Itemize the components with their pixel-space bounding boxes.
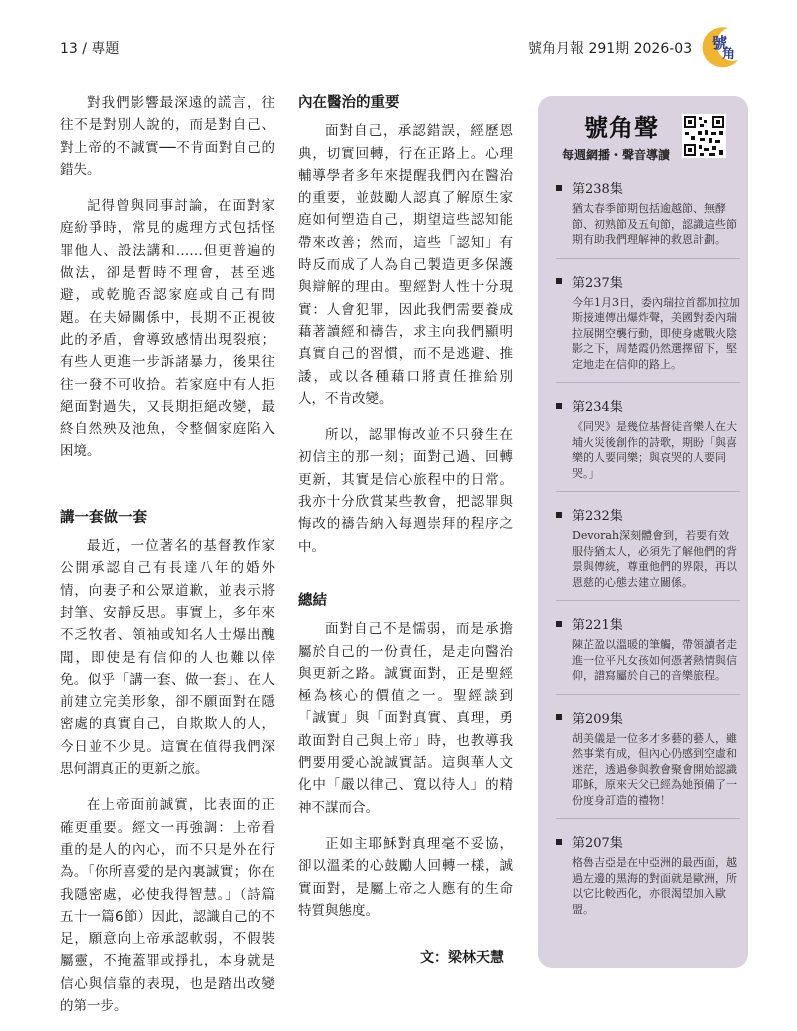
- episode-item[interactable]: [556, 272, 740, 384]
- section-heading: 總結: [298, 592, 327, 609]
- episode-title: 第237集: [572, 275, 623, 291]
- article-paragraph: 面對自己，承認錯誤，經歷恩典，切實回轉，行在正路上。心理輔導學者多年來提醒我們內在醫治的重要，並鼓勵人認真了解原生家庭如何塑造自己，期望這些認知能帶來改善；然而，這些「認知」有時反而成了人為自己製造更多保護與辯解的理由。聖經對人性十分現實：人會犯罪，因此我們需要養成藉著讀經和禱告，求主向我們顯明真實自己的習慣，而不是逃避、推諉，或以各種藉口將責任推給別人，不肯改變。: [298, 123, 513, 407]
- square-bullet-icon: [556, 714, 562, 720]
- square-bullet-icon: [556, 839, 562, 845]
- episode-title: 第234集: [572, 400, 623, 415]
- episode-title: 第232集: [572, 509, 623, 524]
- issue-label: 號角月報 291期 2026-03: [528, 41, 693, 57]
- episode-list: [556, 178, 740, 930]
- horn-moon-logo-icon: [698, 24, 742, 70]
- square-bullet-icon: [556, 403, 562, 409]
- episode-title: 第209集: [572, 711, 623, 727]
- svg-text:角: 角: [722, 47, 736, 62]
- article-column-right: [298, 92, 513, 936]
- page-section-label: 13 / 專題: [60, 41, 120, 57]
- square-bullet-icon: [556, 621, 562, 627]
- sidebar-subtitle: 每週網播・聲音導讀: [562, 148, 671, 162]
- qr-code-icon[interactable]: [682, 114, 726, 158]
- article-paragraph: 面對自己不是懦弱，而是承擔屬於自己的一份責任，是走向醫治與更新之路。誠實面對，正是聖經極為核心的價值之一。聖經談到「誠實」與「面對真實、真理，勇敢面對自己與上帝」時，也教導我們要用愛心說誠實話。這與華人文化中「嚴以律己、寬以待人」的精神不謀而合。: [298, 621, 513, 816]
- article-column-left: [60, 92, 275, 1031]
- episode-item[interactable]: [556, 832, 740, 917]
- podcast-sidebar: [538, 96, 748, 968]
- episode-item[interactable]: [556, 178, 740, 259]
- article-paragraph: 最近，一位著名的基督教作家公開承認自己有長達八年的婚外情，向妻子和公眾道歉，並表示將封筆、安靜反思。事實上，多年來不乏牧者、領袖或知名人士爆出醜聞，即使是有信仰的人也難以倖免。似乎「講一套、做一套」、在人前建立完美形象，卻不願面對在隱密處的真實自己，自欺欺人的人，今日並不少見。這實在值得我們深思何謂真正的更新之旅。: [60, 538, 275, 778]
- article-paragraph: 在上帝面前誠實，比表面的正確更重要。經文一再強調：上帝看重的是人的內心，而不只是外在行為。「你所喜愛的是內裏誠實；你在我隱密處，必使我得智慧。」（詩篇五十一篇6節）因此，認識自己的不足，願意向上帝承認軟弱，不假裝屬靈，不掩蓋罪或掙扎，本身就是信心與信靠的表現，也是踏出改變的第一步。: [60, 797, 275, 1014]
- episode-description: 胡美儀是一位多才多藝的藝人，雖然事業有成，但內心仍感到空虛和迷茫，透過參與教會聚會開始認識耶穌，原來天父已經為她預備了一份度身訂造的禮物！: [572, 731, 737, 807]
- square-bullet-icon: [556, 512, 562, 518]
- episode-divider: [556, 258, 740, 259]
- episode-divider: [556, 491, 740, 492]
- sidebar-title: 號角聲: [584, 113, 659, 142]
- episode-divider: [556, 600, 740, 601]
- episode-item[interactable]: [556, 505, 740, 601]
- author-credit: 文：梁林天慧: [420, 950, 504, 966]
- square-bullet-icon: [556, 185, 562, 191]
- episode-item[interactable]: [556, 614, 740, 695]
- episode-divider: [556, 818, 740, 819]
- article-paragraph: 對我們影響最深遠的謊言，往往不是對別人說的，而是對自己、對上帝的不誠實──不肯面對自己的錯失。: [60, 95, 275, 178]
- episode-divider: [556, 382, 740, 383]
- episode-description: 今年1月3日，委內瑞拉首都加拉加斯接連傳出爆炸聲，美國對委內瑞拉展開空襲行動，即使身處戰火陰影之下，周楚霞仍然選擇留下，堅定地走在信仰的路上。: [572, 295, 740, 371]
- episode-title: 第207集: [572, 836, 623, 851]
- square-bullet-icon: [556, 278, 562, 284]
- episode-item[interactable]: [556, 708, 740, 820]
- episode-description: 《同哭》是幾位基督徒音樂人在大埔火災後創作的詩歌，期盼「與喜樂的人要同樂；與哀哭的人要同哭。」: [572, 420, 737, 480]
- section-heading: 講一套做一套: [60, 509, 147, 526]
- article-paragraph: 正如主耶穌對真理毫不妥協，卻以溫柔的心鼓勵人回轉一樣，誠實面對，是屬上帝之人應有的生命特質與態度。: [298, 835, 513, 919]
- episode-description: 陳芷盈以溫暖的筆觸，帶領讀者走進一位平凡女孩如何憑著熱情與信仰，譜寫屬於自己的音樂旅程。: [572, 638, 737, 682]
- episode-item[interactable]: [556, 396, 740, 492]
- episode-description: Devorah深刻體會到，若要有效服侍猶太人，必須先了解他們的背景與傳統，尊重他們的界限，再以恩慈的心態去建立關係。: [572, 529, 737, 589]
- section-heading: 內在醫治的重要: [298, 95, 400, 111]
- episode-title: 第221集: [572, 618, 623, 633]
- episode-title: 第238集: [572, 182, 623, 197]
- episode-divider: [556, 694, 740, 695]
- article-paragraph: 所以，認罪悔改並不只發生在初信主的那一刻；面對己過、回轉更新，其實是信心旅程中的日常。我亦十分欣賞某些教會，把認罪與悔改的禱告納入每週崇拜的程序之中。: [298, 427, 513, 555]
- episode-description: 格魯吉亞是在中亞洲的最西面，越過左邊的黑海的對面就是歐洲，所以它比較西化，亦很渴望加入歐盟。: [572, 856, 737, 916]
- article-paragraph: 記得曾與同事討論，在面對家庭紛爭時，常見的處理方式包括怪罪他人、設法講和……但更普遍的做法，卻是暫時不理會，甚至逃避，或乾脆否認家庭或自己有問題。在夫婦關係中，長期不正視彼此的矛盾，會導致感情出現裂痕；有些人更進一步訴諸暴力，後果往往一發不可收拾。若家庭中有人拒絕面對過失，又長期拒絕改變，最終自然殃及池魚，令整個家庭陷入困境。: [60, 198, 275, 460]
- svg-text:號: 號: [712, 34, 728, 52]
- episode-description: 猶太春季節期包括逾越節、無酵節、初熟節及五旬節，認識這些節期有助我們理解神的救恩計劃。: [572, 202, 737, 246]
